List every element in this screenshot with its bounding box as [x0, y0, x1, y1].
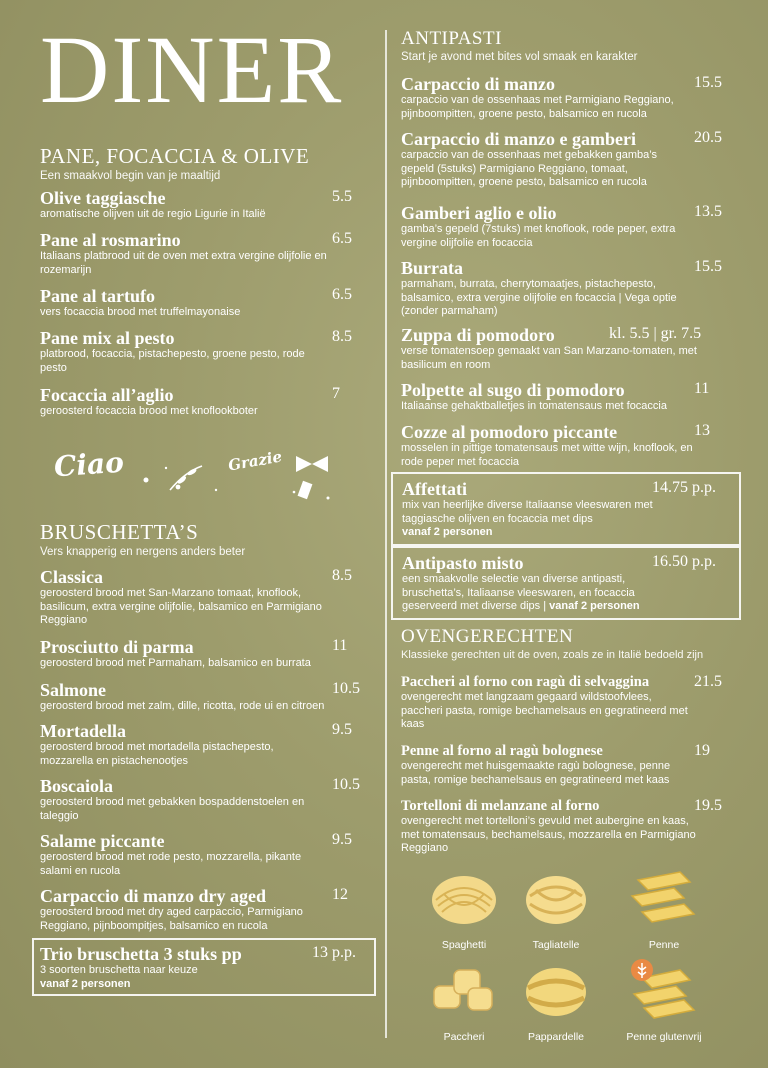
- menu-item: [40, 230, 352, 277]
- item-name: Classica: [40, 567, 103, 587]
- menu-item: [40, 328, 352, 375]
- item-price: 6.5: [332, 286, 352, 303]
- item-description: ovengerecht met huisgemaakte ragù bolognese, penne pasta, romige bechamelsaus en gegratineerd met kaas: [401, 760, 671, 786]
- section-antipasti: [401, 28, 638, 63]
- section-bruschetta: [40, 520, 245, 558]
- menu-item: [40, 944, 370, 991]
- pasta-label: Pappardelle: [527, 1031, 585, 1043]
- item-description: geroosterd brood met Parmaham, balsamico en burrata: [40, 657, 311, 669]
- menu-item: [401, 380, 710, 414]
- item-name: Carpaccio di manzo dry aged: [40, 886, 266, 906]
- item-name: Cozze al pomodoro piccante: [401, 422, 618, 442]
- boxed-menu-item: [391, 472, 741, 546]
- menu-item: [401, 797, 722, 856]
- menu-item: [401, 129, 722, 190]
- item-description: Italiaanse gehaktballetjes in tomatensaus met focaccia: [401, 400, 667, 412]
- pasta-label: Tagliatelle: [532, 939, 580, 951]
- item-description: geroosterd brood met gebakken bospaddenstoelen en taleggio: [40, 796, 305, 822]
- boxed-menu-item: [32, 938, 376, 996]
- item-price: 19.5: [694, 797, 722, 814]
- item-note: vanaf 2 personen: [549, 600, 640, 612]
- item-name: Penne al forno al ragù bolognese: [401, 743, 603, 759]
- item-name: Trio bruschetta 3 stuks pp: [40, 944, 242, 964]
- menu-item: [40, 680, 370, 714]
- item-description: vers focaccia brood met truffelmayonaise: [40, 306, 241, 318]
- item-price: 16.50 p.p.: [652, 553, 716, 570]
- item-price: 19: [694, 742, 710, 759]
- menu-item: [40, 188, 370, 222]
- item-price: 13: [694, 422, 710, 439]
- item-price: 15.5: [694, 74, 722, 91]
- pasta-label: Penne: [648, 939, 680, 951]
- menu-item: [401, 74, 722, 121]
- item-name: Prosciutto di parma: [40, 637, 194, 657]
- pasta-label: Spaghetti: [441, 939, 487, 951]
- pasta-label: Paccheri: [443, 1031, 485, 1043]
- section-heading: ANTIPASTI: [401, 28, 502, 49]
- item-price: 8.5: [332, 328, 352, 345]
- item-price: 15.5: [694, 258, 722, 275]
- item-description: carpaccio van de ossenhaas met gebakken gamba’s gepeld (5stuks) Parmigiano Reggiano, tomaat, pijnboompitten, groene pesto, balsamico en rucola: [401, 149, 658, 188]
- menu-item: [40, 831, 352, 878]
- page-title: DINER: [40, 16, 344, 123]
- item-name: Olive taggiasche: [40, 188, 166, 208]
- item-description: gamba’s gepeld (7stuks) met knoflook, rode peper, extra vergine olijfolie en focaccia: [401, 223, 676, 249]
- menu-item: [402, 479, 732, 540]
- item-price: 9.5: [332, 831, 352, 848]
- item-price: 12: [332, 886, 348, 903]
- item-name: Pane mix al pesto: [40, 328, 175, 348]
- item-description: ovengerecht met langzaam gegaard wildstoofvlees, paccheri pasta, romige bechamelsaus en gegratineerd met kaas: [401, 691, 688, 730]
- gluten-free-penne-icon: [624, 958, 704, 1022]
- item-description: Italiaans platbrood uit de oven met extra vergine olijfolie en rozemarijn: [40, 250, 327, 276]
- column-divider: [385, 30, 387, 1038]
- item-name: Focaccia all’aglio: [40, 385, 174, 405]
- pasta-pappardelle: [501, 958, 611, 1043]
- paccheri-icon: [424, 958, 504, 1022]
- item-description: parmaham, burrata, cherrytomaatjes, pistachepesto, balsamico, extra vergine olijfolie en focaccia | Vega optie (zonder parmaham): [401, 278, 677, 317]
- item-name: Zuppa di pomodoro: [401, 325, 555, 345]
- item-name: Salame piccante: [40, 831, 165, 851]
- tagliatelle-icon: [516, 866, 596, 930]
- item-description: geroosterd brood met dry aged carpaccio, Parmigiano Reggiano, pijnboompitjes, balsamico en rucola: [40, 906, 303, 932]
- penne-icon: [624, 866, 704, 930]
- item-description: ovengerecht met tortelloni’s gevuld met aubergine en kaas, met tomatensaus, bechamelsaus, mozzarella en Parmigiano Reggiano: [401, 815, 696, 854]
- olive-branch-icon: [140, 460, 230, 500]
- item-name: Polpette al sugo di pomodoro: [401, 380, 625, 400]
- item-name: Paccheri al forno con ragù di selvaggina: [401, 674, 650, 690]
- menu-item: [401, 258, 722, 319]
- item-description: geroosterd brood met zalm, dille, ricotta, rode ui en citroen: [40, 700, 325, 712]
- grazie-lettering: Grazie: [226, 447, 284, 475]
- item-name: Burrata: [401, 258, 463, 278]
- item-name: Pane al tartufo: [40, 286, 155, 306]
- pasta-tagliatelle: [501, 866, 611, 951]
- item-price: 11: [332, 637, 348, 654]
- section-subheading: Klassieke gerechten uit de oven, zoals ze in Italië bedoeld zijn: [401, 649, 704, 661]
- item-description: verse tomatensoep gemaakt van San Marzano-tomaten, met basilicum en room: [401, 345, 697, 371]
- item-description: aromatische olijven uit de regio Ligurie in Italië: [40, 208, 266, 220]
- item-description: geroosterd brood met San-Marzano tomaat, knoflook, basilicum, extra vergine olijfolie, balsamico en Parmigiano Reggiano: [40, 587, 322, 626]
- menu-item: [40, 567, 352, 628]
- item-name: Tortelloni di melanzane al forno: [401, 798, 600, 814]
- item-description: platbrood, focaccia, pistachepesto, groene pesto, rode pesto: [40, 348, 305, 374]
- item-description: 3 soorten bruschetta naar keuze: [40, 964, 198, 976]
- item-name: Carpaccio di manzo e gamberi: [401, 129, 636, 149]
- spaghetti-icon: [424, 866, 504, 930]
- menu-item: [401, 742, 710, 787]
- item-price: 13 p.p.: [312, 944, 356, 961]
- item-price: kl. 5.5 | gr. 7.5: [609, 325, 702, 342]
- item-name: Pane al rosmarino: [40, 230, 181, 250]
- item-description: mix van heerlijke diverse Italiaanse vleeswaren met taggiasche olijven en focaccia met dips: [402, 499, 653, 525]
- item-price: 8.5: [332, 567, 352, 584]
- item-name: Salmone: [40, 680, 107, 700]
- menu-item: [40, 385, 370, 419]
- pasta-penne-glutenvrij: [609, 958, 719, 1043]
- decorative-banner: [40, 438, 340, 508]
- item-description: geroosterd brood met rode pesto, mozzarella, pikante salami en rucola: [40, 851, 302, 877]
- item-name: Mortadella: [40, 721, 126, 741]
- item-price: 7: [332, 385, 340, 402]
- menu-item: [40, 637, 370, 671]
- section-heading: PANE, FOCACCIA & OLIVE: [40, 144, 310, 168]
- menu-item: [401, 673, 722, 732]
- item-price: 13.5: [694, 203, 722, 220]
- menu-item: [40, 776, 360, 823]
- menu-item: [401, 203, 722, 250]
- pasta-penne: [609, 866, 719, 951]
- ciao-lettering: Ciao: [52, 445, 125, 484]
- menu-item: [40, 721, 352, 768]
- item-price: 5.5: [332, 188, 352, 205]
- item-price: 11: [694, 380, 710, 397]
- item-price: 10.5: [332, 776, 360, 793]
- section-subheading: Een smaakvol begin van je maaltijd: [40, 170, 221, 182]
- item-price: 9.5: [332, 721, 352, 738]
- item-note: vanaf 2 personen: [40, 977, 131, 990]
- item-name: Antipasto misto: [402, 553, 524, 573]
- item-description: mosselen in pittige tomatensaus met witte wijn, knoflook, en rode peper met focaccia: [401, 442, 693, 468]
- section-heading: OVENGERECHTEN: [401, 626, 574, 647]
- boxed-menu-item: [391, 546, 741, 620]
- item-name: Carpaccio di manzo: [401, 74, 555, 94]
- section-pane: [40, 144, 309, 182]
- item-note: vanaf 2 personen: [402, 526, 493, 538]
- section-heading: BRUSCHETTA’S: [40, 520, 199, 544]
- menu-item: [402, 553, 732, 614]
- section-subheading: Start je avond met bites vol smaak en karakter: [401, 51, 638, 63]
- item-name: Affettati: [402, 479, 467, 499]
- menu-item: [401, 422, 710, 469]
- item-description: een smaakvolle selectie van diverse antipasti, bruschetta’s, Italiaanse vleeswaren, en focaccia geserveerd met diverse dips |: [402, 573, 635, 612]
- item-description: carpaccio van de ossenhaas met Parmigiano Reggiano, pijnboompitten, groene pesto, balsamico en rucola: [401, 94, 674, 120]
- item-name: Gamberi aglio e olio: [401, 203, 557, 223]
- item-description: geroosterd brood met mortadella pistachepesto, mozzarella en pistachenootjes: [40, 741, 274, 767]
- pappardelle-icon: [516, 958, 596, 1022]
- item-price: 20.5: [694, 129, 722, 146]
- menu-item: [401, 325, 701, 372]
- menu-item: [40, 886, 348, 933]
- item-price: 10.5: [332, 680, 360, 697]
- item-name: Boscaiola: [40, 776, 114, 796]
- item-description: geroosterd focaccia brood met knoflookboter: [40, 405, 258, 417]
- pasta-label: Penne glutenvrij: [626, 1031, 702, 1043]
- item-price: 6.5: [332, 230, 352, 247]
- section-subheading: Vers knapperig en nergens anders beter: [40, 546, 246, 558]
- section-oven: [401, 626, 703, 661]
- pasta-bow-icon: [290, 448, 340, 508]
- item-price: 14.75 p.p.: [652, 479, 716, 496]
- item-price: 21.5: [694, 673, 722, 690]
- menu-item: [40, 286, 370, 320]
